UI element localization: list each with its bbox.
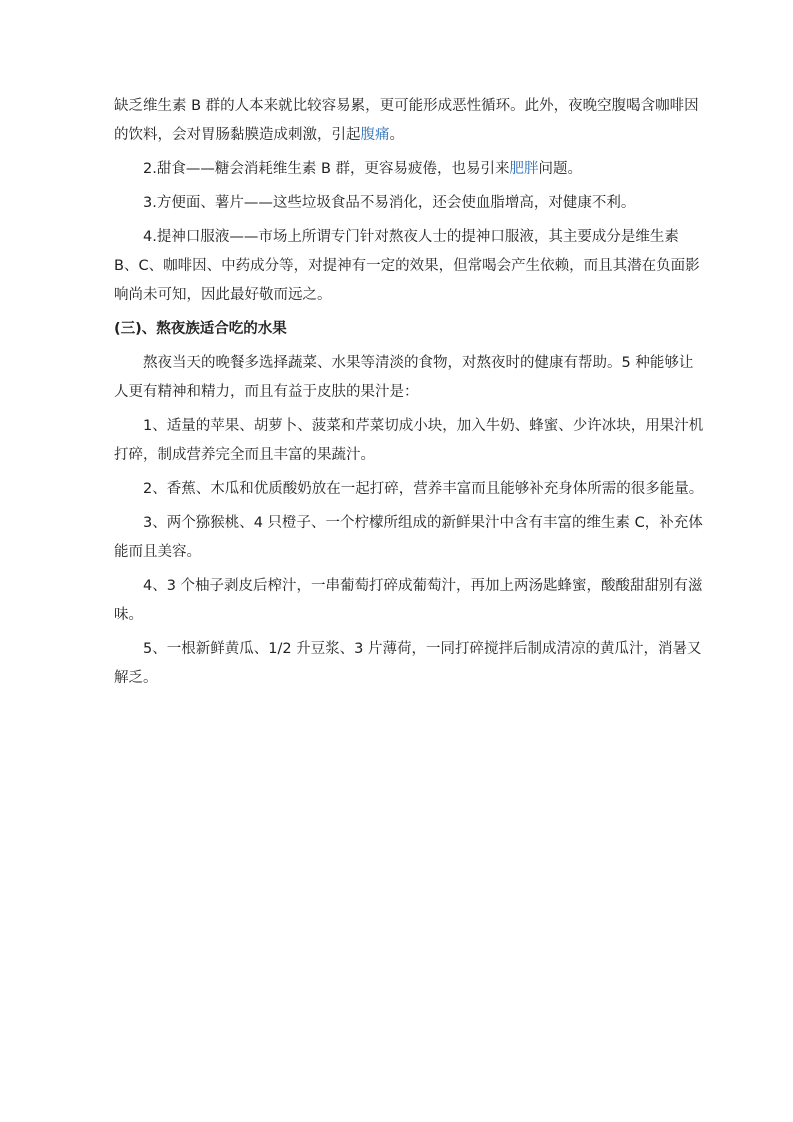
paragraph-instant-noodles: 3.方便面、薯片——这些垃圾食品不易消化，还会使血脂增高，对健康不利。 xyxy=(143,195,636,211)
section-heading xyxy=(114,315,704,344)
link-obesity[interactable]: 肥胖 xyxy=(509,161,539,177)
document-body xyxy=(114,92,704,698)
list-item-juice-2: 2、香蕉、木瓜和优质酸奶放在一起打碎，营养丰富而且能够补充身体所需的很多能量。 xyxy=(143,481,704,497)
list-item-juice-3: 3、两个猕猴桃、4 只橙子、一个柠檬所组成的新鲜果汁中含有丰富的维生素 C，补充体能而且美容。 xyxy=(114,515,703,560)
paragraph-intro-juices: 熬夜当天的晚餐多选择蔬菜、水果等清淡的食物，对熬夜时的健康有帮助。5 种能够让人更有精神和精力，而且有益于皮肤的果汁是： xyxy=(114,355,694,400)
paragraph-text: 缺乏维生素 B 群的人本来就比较容易累，更可能形成恶性循环。此外，夜晚空腹喝含咖啡因的饮料，会对胃肠黏膜造成刺激，引起 xyxy=(114,98,699,143)
list-item-juice-5: 5、一根新鲜黄瓜、1/2 升豆浆、3 片薄荷，一同打碎搅拌后制成清凉的黄瓜汁，消暑又解乏。 xyxy=(114,641,702,686)
paragraph-text-end: 。 xyxy=(389,127,404,143)
link-stomachache[interactable]: 腹痛 xyxy=(360,127,390,143)
paragraph-text: 2.甜食——糖会消耗维生素 B 群，更容易疲倦，也易引来 xyxy=(143,161,510,177)
paragraph-energy-drink: 4.提神口服液——市场上所谓专门针对熬夜人士的提神口服液，其主要成分是维生素 B、C、咖啡因、中药成分等，对提神有一定的效果，但常喝会产生依赖，而且其潜在负面影响尚未可知，因此最好敬而远之。 xyxy=(114,229,700,303)
list-item-juice-4: 4、3 个柚子剥皮后榨汁，一串葡萄打碎成葡萄汁，再加上两汤匙蜂蜜，酸酸甜甜别有滋味。 xyxy=(114,578,703,623)
list-item-juice-1: 1、适量的苹果、胡萝卜、菠菜和芹菜切成小块，加入牛奶、蜂蜜、少许冰块，用果汁机打碎，制成营养完全而且丰富的果蔬汁。 xyxy=(114,418,704,463)
paragraph-sweets xyxy=(114,155,704,184)
paragraph-text-end: 问题。 xyxy=(538,161,582,177)
section-heading-text: (三)、熬夜族适合吃的水果 xyxy=(114,321,287,337)
paragraph-continuation xyxy=(114,92,704,150)
